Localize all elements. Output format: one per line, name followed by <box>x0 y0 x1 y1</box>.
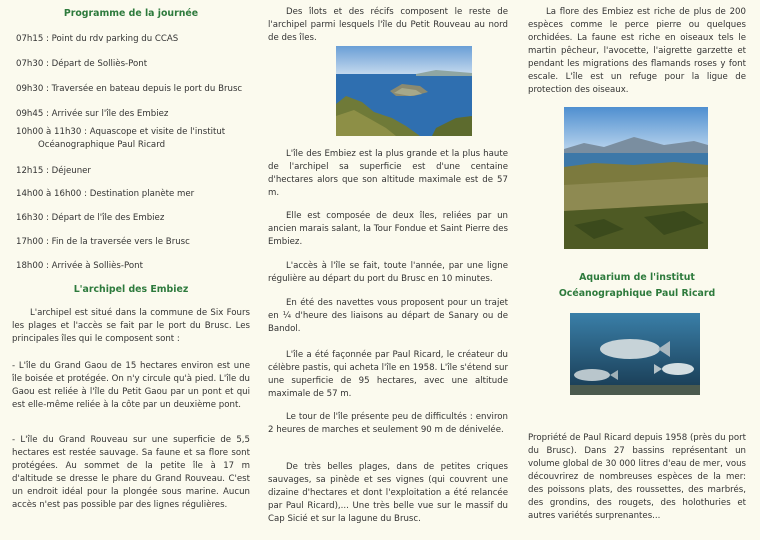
aquarium-fish-photo <box>570 313 700 395</box>
paragraph-embiez: L'île des Embiez est la plus grande et la plus haute de l'archipel sa superficie est d'une centaine d'hectares alors que son altitude maximale est de 57 m. <box>268 149 508 198</box>
grand-rouveau-text: - L'île du Grand Rouveau sur une superficie de 5,5 hectares est restée sauvage. Sa faune et sa flore sont protégées. Au sommet de la petite île à 17 m d'altitude se dresse le phare du Grand Rouveau. C'est un endroit idéal pour la plongée sous marine. Aucun accès n'est pas possible par des lignes régulières. <box>12 435 250 510</box>
grand-gaou-text: - L'île du Grand Gaou de 15 hectares environ est une île boisée et protégée. On n'y circule qu'à pied. L'île du Gaou est reliée à l'île du Petit Gaou par un pont et qui est elle-même reliée à la côte par un deuxième pont. <box>12 361 250 410</box>
column-aquarium <box>526 0 748 540</box>
aquarium-title-line2: Océanographique Paul Ricard <box>558 288 716 299</box>
paragraph-tour: Le tour de l'île présente peu de difficultés : environ 2 heures de marches et seulement 90 m de dénivelée. <box>268 412 508 435</box>
paragraph-plages: De très belles plages, dans de petites criques sauvages, sa pinède et ses vignes (qui couvrent une dizaine d'hectares et dont l'exploitation a été relancée par Paul Ricard),... Une très belle vue sur le massif du Cap Sicié et sur la lagune du Brusc. <box>268 462 508 524</box>
island-landscape-photo <box>564 107 708 249</box>
program-item-5-line2: Océanographique Paul Ricard <box>38 140 166 150</box>
program-title: Programme de la journée <box>63 8 199 19</box>
program-item-9: 17h00 : Fin de la traversée vers le Brusc <box>16 237 190 247</box>
program-item-2: 07h30 : Départ de Solliès-Pont <box>16 59 148 69</box>
archipel-title: L'archipel des Embiez <box>73 284 189 295</box>
column-program <box>10 0 252 540</box>
column-archipel <box>266 0 510 540</box>
program-item-3: 09h30 : Traversée en bateau depuis le port du Brusc <box>16 84 243 94</box>
island-coast-photo <box>336 46 472 136</box>
program-item-10: 18h00 : Arrivée à Solliès-Pont <box>16 261 143 271</box>
program-item-5-line1: 10h00 à 11h30 : Aquascope et visite de l'institut <box>16 127 226 137</box>
program-item-6: 12h15 : Déjeuner <box>16 166 91 176</box>
program-item-5 <box>16 126 252 152</box>
archipel-intro: L'archipel est situé dans la commune de Six Fours les plages et l'accès se fait par le port du Brusc. Les principales îles qui le composent sont : <box>12 308 250 344</box>
paragraph-composee: Elle est composée de deux îles, reliées par un ancien marais salant, la Tour Fondue et Saint Pierre des Embiez. <box>268 211 508 247</box>
aquarium-title <box>526 270 748 302</box>
aquarium-title-line1: Aquarium de l'institut <box>579 272 695 283</box>
program-item-4: 09h45 : Arrivée sur l'île des Embiez <box>16 109 169 119</box>
program-item-8: 16h30 : Départ de l'île des Embiez <box>16 213 165 223</box>
paragraph-ete: En été des navettes vous proposent pour un trajet en ¼ d'heure des liaisons au départ de Sanary ou de Bandol. <box>268 298 508 334</box>
paragraph-aquarium: Propriété de Paul Ricard depuis 1958 (près du port du Brusc). Dans 27 bassins représentant un volume global de 30 000 litres d'eau de mer, vous découvrirez de nombreuses espèces de la mer: des poissons plats, des roussettes, des marbrés, des grondins, des rougets, des holothuries et autres variétés surprenantes... <box>528 433 746 521</box>
paragraph-acces: L'accès à l'île se fait, toute l'année, par une ligne régulière au départ du port du Brusc en 10 minutes. <box>268 261 508 284</box>
program-item-7: 14h00 à 16h00 : Destination planète mer <box>16 189 195 199</box>
paragraph-faconnee: L'île a été façonnée par Paul Ricard, le créateur du célèbre pastis, qui acheta l'île en 1958. L'île s'étend sur une superficie de 95 hectares, avec une altitude maximale de 57 m. <box>268 350 508 399</box>
paragraph-top: Des îlots et des récifs composent le reste de l'archipel parmi lesquels l'île du Petit Rouveau au nord de des îles. <box>268 7 508 43</box>
program-item-1: 07h15 : Point du rdv parking du CCAS <box>16 34 179 44</box>
paragraph-flore: La flore des Embiez est riche de plus de 200 espèces comme le perce pierre ou quelques orchidées. La faune est riche en oiseaux tels le martin pêcheur, l'avocette, l'aigrette garzette et pendant les migrations des flamands roses y font escale. L'île est un refuge pour la ligue de protection des oiseaux. <box>528 7 746 95</box>
